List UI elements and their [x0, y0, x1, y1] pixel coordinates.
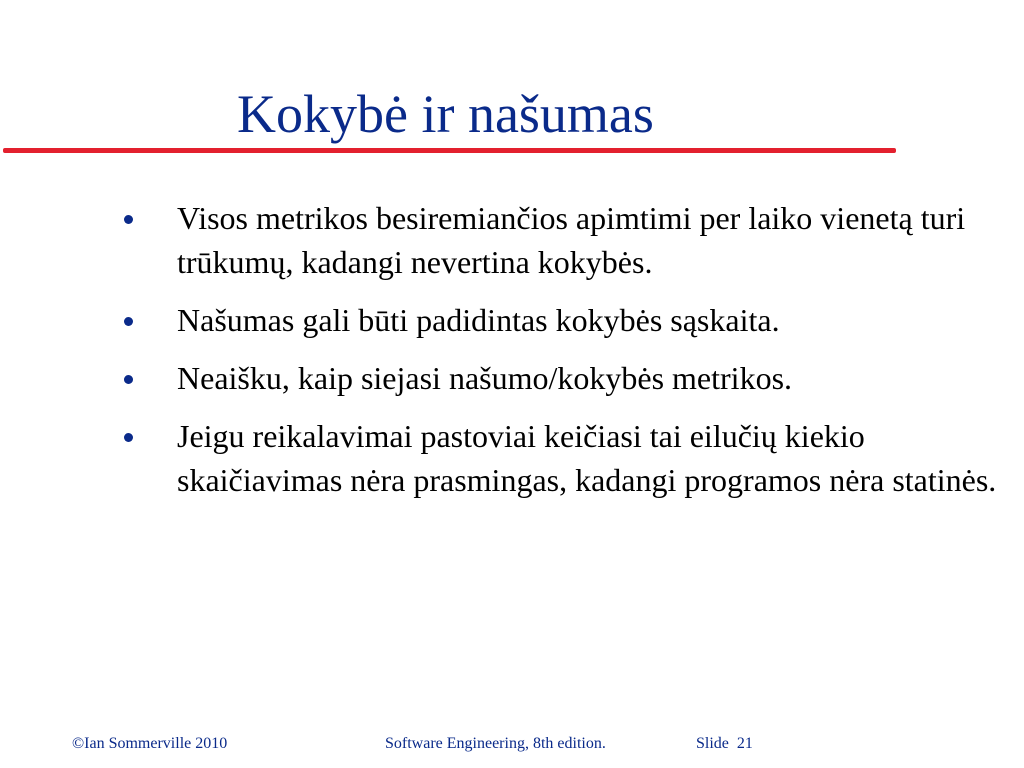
bullet-item — [118, 414, 998, 502]
footer-slide-number: Slide 21 — [696, 735, 753, 752]
bullet-dot-icon — [124, 215, 133, 224]
bullet-text: Visos metrikos besiremiančios apimtimi per laiko vienetą turi trūkumų, kadangi nevertina kokybės. — [177, 200, 966, 280]
title-underline — [3, 148, 896, 153]
bullet-dot-icon — [124, 433, 133, 442]
bullet-item — [118, 356, 998, 400]
bullet-item — [118, 196, 998, 284]
bullet-dot-icon — [124, 375, 133, 384]
footer-copyright: ©Ian Sommerville 2010 — [72, 735, 228, 752]
bullet-list — [118, 196, 998, 516]
bullet-text: Jeigu reikalavimai pastoviai keičiasi tai eilučių kiekio skaičiavimas nėra prasmingas, kadangi programos nėra statinės. — [177, 418, 997, 498]
bullet-item — [118, 298, 998, 342]
slide-title: Kokybė ir našumas — [237, 84, 654, 144]
footer-book-title: Software Engineering, 8th edition. — [385, 735, 606, 752]
bullet-text: Našumas gali būti padidintas kokybės sąskaita. — [177, 302, 780, 338]
bullet-dot-icon — [124, 317, 133, 326]
bullet-text: Neaišku, kaip siejasi našumo/kokybės metrikos. — [177, 360, 793, 396]
